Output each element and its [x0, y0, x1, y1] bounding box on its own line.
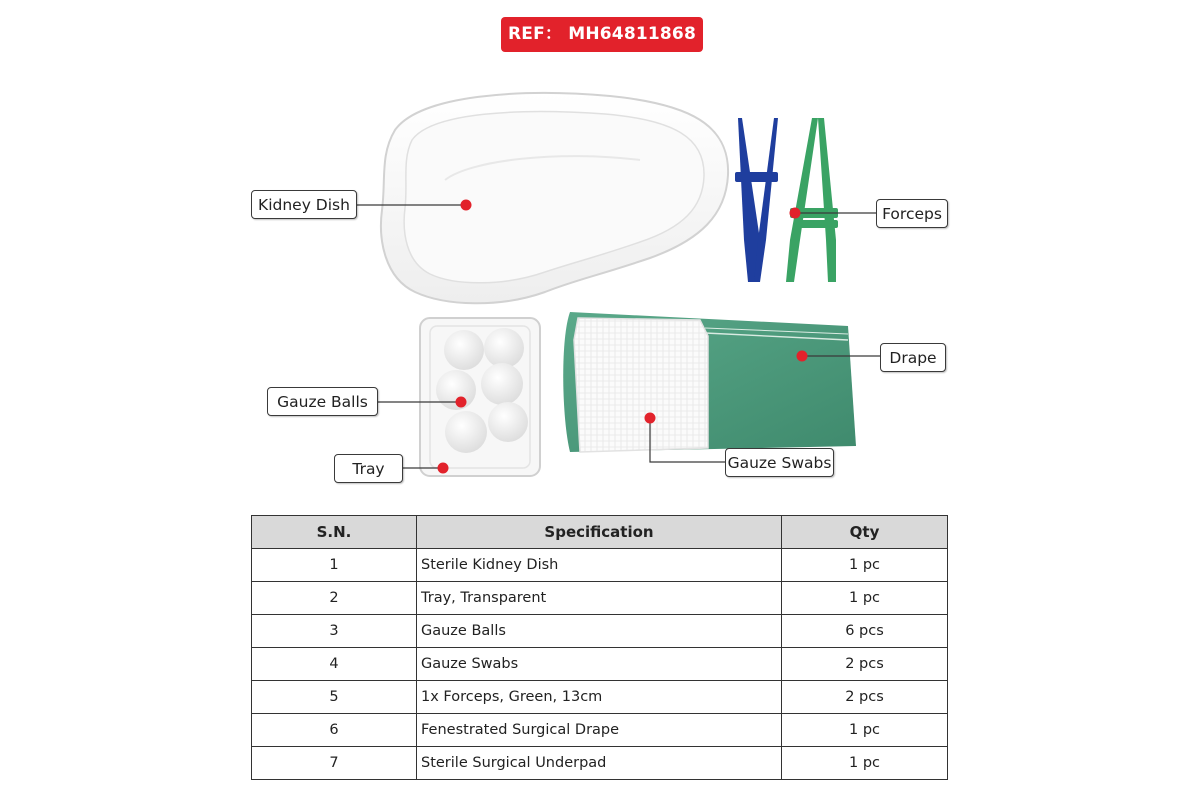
cell-qty: 2 pcs [782, 681, 948, 714]
table-row [252, 681, 948, 714]
header-sn: S.N. [252, 516, 417, 549]
cell-spec: Fenestrated Surgical Drape [417, 714, 782, 747]
cell-sn: 3 [252, 615, 417, 648]
ref-badge: REF： MH64811868 [501, 17, 703, 52]
gauze-swabs-image [574, 318, 708, 452]
forceps-green-image [786, 118, 838, 282]
cell-sn: 4 [252, 648, 417, 681]
cell-qty: 6 pcs [782, 615, 948, 648]
cell-spec: Sterile Surgical Underpad [417, 747, 782, 780]
callout-gauze-balls: Gauze Balls [267, 387, 378, 416]
callout-tray: Tray [334, 454, 403, 483]
cell-sn: 7 [252, 747, 417, 780]
specification-table [251, 515, 948, 780]
cell-qty: 2 pcs [782, 648, 948, 681]
cell-qty: 1 pc [782, 747, 948, 780]
header-specification: Specification [417, 516, 782, 549]
forceps-blue-image [735, 118, 778, 282]
cell-spec: Tray, Transparent [417, 582, 782, 615]
table-row [252, 648, 948, 681]
cell-sn: 1 [252, 549, 417, 582]
table-row [252, 615, 948, 648]
cell-sn: 6 [252, 714, 417, 747]
kidney-dish-image [381, 93, 728, 303]
callout-drape: Drape [880, 343, 946, 372]
table-header-row [252, 516, 948, 549]
table-row [252, 549, 948, 582]
table-row [252, 747, 948, 780]
cell-spec: 1x Forceps, Green, 13cm [417, 681, 782, 714]
callout-forceps: Forceps [876, 199, 948, 228]
table-row [252, 582, 948, 615]
cell-sn: 5 [252, 681, 417, 714]
table-row [252, 714, 948, 747]
cell-spec: Sterile Kidney Dish [417, 549, 782, 582]
cell-spec: Gauze Swabs [417, 648, 782, 681]
cell-qty: 1 pc [782, 582, 948, 615]
cell-spec: Gauze Balls [417, 615, 782, 648]
callout-gauze-swabs: Gauze Swabs [725, 448, 834, 477]
cell-sn: 2 [252, 582, 417, 615]
cell-qty: 1 pc [782, 714, 948, 747]
callout-kidney-dish: Kidney Dish [251, 190, 357, 219]
cell-qty: 1 pc [782, 549, 948, 582]
header-qty: Qty [782, 516, 948, 549]
